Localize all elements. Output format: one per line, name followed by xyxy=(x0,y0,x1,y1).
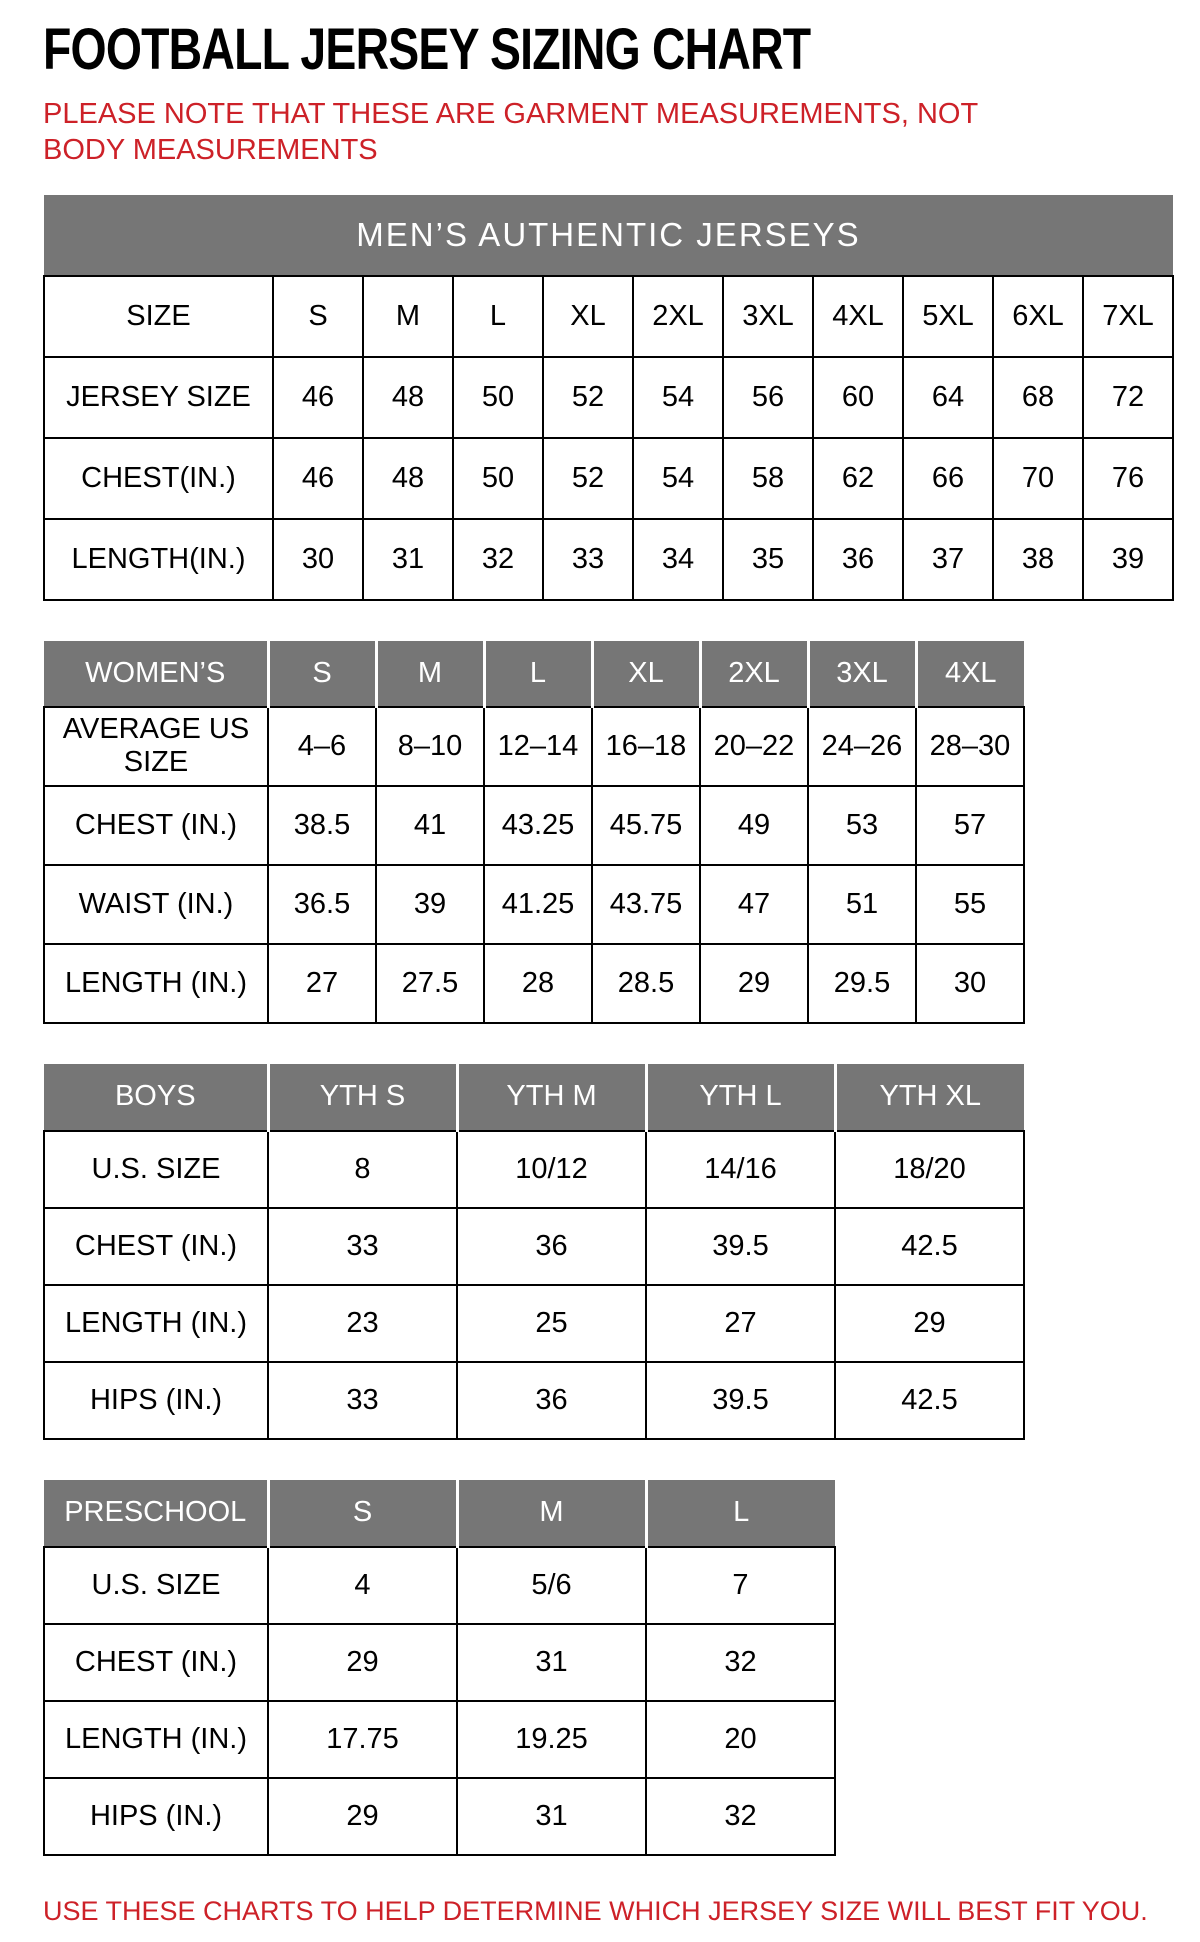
row-label: U.S. SIZE xyxy=(44,1547,268,1624)
value-cell: 47 xyxy=(700,865,808,944)
table-row xyxy=(44,1778,835,1855)
value-cell: 31 xyxy=(457,1778,646,1855)
value-cell: 36 xyxy=(457,1362,646,1439)
size-column-header: L xyxy=(646,1480,835,1547)
value-cell: 20 xyxy=(646,1701,835,1778)
value-cell: 10/12 xyxy=(457,1131,646,1208)
value-cell: L xyxy=(453,276,543,357)
row-label: CHEST(IN.) xyxy=(44,438,273,519)
value-cell: XL xyxy=(543,276,633,357)
value-cell: 2XL xyxy=(633,276,723,357)
table-title-cell: WOMEN’S xyxy=(44,641,268,707)
best-fit-footer-note: USE THESE CHARTS TO HELP DETERMINE WHICH JERSEY SIZE WILL BEST FIT YOU. xyxy=(43,1895,1148,1926)
row-label: CHEST (IN.) xyxy=(44,1624,268,1701)
value-cell: 25 xyxy=(457,1285,646,1362)
value-cell: 53 xyxy=(808,786,916,865)
row-label: AVERAGE US SIZE xyxy=(44,707,268,786)
value-cell: 46 xyxy=(273,438,363,519)
value-cell: 29 xyxy=(835,1285,1024,1362)
page-title: FOOTBALL JERSEY SIZING CHART xyxy=(43,17,811,82)
value-cell: 27 xyxy=(646,1285,835,1362)
table-row xyxy=(44,707,1024,786)
value-cell: 49 xyxy=(700,786,808,865)
value-cell: 7XL xyxy=(1083,276,1173,357)
row-label: CHEST (IN.) xyxy=(44,1208,268,1285)
value-cell: 4XL xyxy=(813,276,903,357)
table-title-cell: PRESCHOOL xyxy=(44,1480,268,1547)
value-cell: 50 xyxy=(453,357,543,438)
value-cell: 60 xyxy=(813,357,903,438)
table-row xyxy=(44,357,1173,438)
value-cell: 28–30 xyxy=(916,707,1024,786)
garment-measurement-note: PLEASE NOTE THAT THESE ARE GARMENT MEASUREMENTS, NOT BODY MEASUREMENTS xyxy=(43,98,978,167)
value-cell: 56 xyxy=(723,357,813,438)
value-cell: 72 xyxy=(1083,357,1173,438)
table-row xyxy=(44,1624,835,1701)
value-cell: 23 xyxy=(268,1285,457,1362)
value-cell: 28 xyxy=(484,944,592,1023)
value-cell: 36 xyxy=(813,519,903,600)
size-column-header: M xyxy=(457,1480,646,1547)
value-cell: 54 xyxy=(633,438,723,519)
value-cell: 5XL xyxy=(903,276,993,357)
value-cell: 42.5 xyxy=(835,1362,1024,1439)
value-cell: 66 xyxy=(903,438,993,519)
value-cell: 16–18 xyxy=(592,707,700,786)
boys-sizing-table xyxy=(43,1064,1025,1440)
value-cell: 39 xyxy=(376,865,484,944)
row-label: LENGTH(IN.) xyxy=(44,519,273,600)
table-row xyxy=(44,1131,1024,1208)
value-cell: 12–14 xyxy=(484,707,592,786)
value-cell: 20–22 xyxy=(700,707,808,786)
table-row xyxy=(44,519,1173,600)
value-cell: 37 xyxy=(903,519,993,600)
value-cell: 39.5 xyxy=(646,1208,835,1285)
row-label: LENGTH (IN.) xyxy=(44,1285,268,1362)
value-cell: 43.25 xyxy=(484,786,592,865)
row-label: SIZE xyxy=(44,276,273,357)
size-column-header: XL xyxy=(592,641,700,707)
value-cell: 18/20 xyxy=(835,1131,1024,1208)
table-row xyxy=(44,1208,1024,1285)
value-cell: S xyxy=(273,276,363,357)
table-header-row xyxy=(44,1480,835,1547)
value-cell: 28.5 xyxy=(592,944,700,1023)
value-cell: 5/6 xyxy=(457,1547,646,1624)
value-cell: 4 xyxy=(268,1547,457,1624)
size-column-header: L xyxy=(484,641,592,707)
value-cell: 32 xyxy=(646,1778,835,1855)
value-cell: 36.5 xyxy=(268,865,376,944)
value-cell: 38 xyxy=(993,519,1083,600)
table-row xyxy=(44,944,1024,1023)
table-row xyxy=(44,1285,1024,1362)
value-cell: 35 xyxy=(723,519,813,600)
size-column-header: 4XL xyxy=(916,641,1024,707)
title-wrap xyxy=(43,16,1180,90)
row-label: LENGTH (IN.) xyxy=(44,1701,268,1778)
row-label: LENGTH (IN.) xyxy=(44,944,268,1023)
size-column-header: S xyxy=(268,1480,457,1547)
value-cell: M xyxy=(363,276,453,357)
value-cell: 55 xyxy=(916,865,1024,944)
row-label: U.S. SIZE xyxy=(44,1131,268,1208)
value-cell: 39 xyxy=(1083,519,1173,600)
value-cell: 33 xyxy=(543,519,633,600)
table-row xyxy=(44,1362,1024,1439)
preschool-sizing-table xyxy=(43,1480,836,1856)
size-column-header: 2XL xyxy=(700,641,808,707)
value-cell: 3XL xyxy=(723,276,813,357)
value-cell: 29 xyxy=(700,944,808,1023)
size-column-header: YTH L xyxy=(646,1064,835,1131)
row-label: WAIST (IN.) xyxy=(44,865,268,944)
table-row xyxy=(44,1547,835,1624)
womens-sizing-table xyxy=(43,641,1025,1024)
value-cell: 31 xyxy=(457,1624,646,1701)
value-cell: 38.5 xyxy=(268,786,376,865)
value-cell: 32 xyxy=(646,1624,835,1701)
value-cell: 34 xyxy=(633,519,723,600)
value-cell: 29 xyxy=(268,1778,457,1855)
size-column-header: 3XL xyxy=(808,641,916,707)
table-header-row xyxy=(44,641,1024,707)
table-banner-row xyxy=(44,195,1173,276)
size-column-header: S xyxy=(268,641,376,707)
value-cell: 24–26 xyxy=(808,707,916,786)
value-cell: 41.25 xyxy=(484,865,592,944)
value-cell: 27 xyxy=(268,944,376,1023)
value-cell: 70 xyxy=(993,438,1083,519)
value-cell: 39.5 xyxy=(646,1362,835,1439)
value-cell: 4–6 xyxy=(268,707,376,786)
value-cell: 58 xyxy=(723,438,813,519)
value-cell: 19.25 xyxy=(457,1701,646,1778)
value-cell: 17.75 xyxy=(268,1701,457,1778)
table-header-row xyxy=(44,1064,1024,1131)
size-column-header: M xyxy=(376,641,484,707)
value-cell: 29 xyxy=(268,1624,457,1701)
value-cell: 54 xyxy=(633,357,723,438)
value-cell: 6XL xyxy=(993,276,1083,357)
value-cell: 33 xyxy=(268,1208,457,1285)
value-cell: 48 xyxy=(363,438,453,519)
row-label: JERSEY SIZE xyxy=(44,357,273,438)
value-cell: 76 xyxy=(1083,438,1173,519)
value-cell: 52 xyxy=(543,357,633,438)
value-cell: 51 xyxy=(808,865,916,944)
value-cell: 8 xyxy=(268,1131,457,1208)
value-cell: 30 xyxy=(273,519,363,600)
value-cell: 62 xyxy=(813,438,903,519)
value-cell: 33 xyxy=(268,1362,457,1439)
table-row xyxy=(44,276,1173,357)
value-cell: 64 xyxy=(903,357,993,438)
table-row xyxy=(44,1701,835,1778)
value-cell: 45.75 xyxy=(592,786,700,865)
value-cell: 31 xyxy=(363,519,453,600)
table-row xyxy=(44,438,1173,519)
table-title-cell: BOYS xyxy=(44,1064,268,1131)
value-cell: 29.5 xyxy=(808,944,916,1023)
value-cell: 32 xyxy=(453,519,543,600)
row-label: HIPS (IN.) xyxy=(44,1778,268,1855)
value-cell: 68 xyxy=(993,357,1083,438)
row-label: CHEST (IN.) xyxy=(44,786,268,865)
value-cell: 57 xyxy=(916,786,1024,865)
value-cell: 36 xyxy=(457,1208,646,1285)
value-cell: 41 xyxy=(376,786,484,865)
value-cell: 46 xyxy=(273,357,363,438)
size-column-header: YTH XL xyxy=(835,1064,1024,1131)
table-banner-title: MEN’S AUTHENTIC JERSEYS xyxy=(44,195,1173,276)
value-cell: 30 xyxy=(916,944,1024,1023)
table-row xyxy=(44,865,1024,944)
row-label: HIPS (IN.) xyxy=(44,1362,268,1439)
value-cell: 7 xyxy=(646,1547,835,1624)
size-column-header: YTH M xyxy=(457,1064,646,1131)
value-cell: 14/16 xyxy=(646,1131,835,1208)
size-column-header: YTH S xyxy=(268,1064,457,1131)
value-cell: 52 xyxy=(543,438,633,519)
value-cell: 27.5 xyxy=(376,944,484,1023)
table-row xyxy=(44,786,1024,865)
mens-authentic-jerseys-table xyxy=(43,195,1174,601)
value-cell: 50 xyxy=(453,438,543,519)
value-cell: 42.5 xyxy=(835,1208,1024,1285)
value-cell: 43.75 xyxy=(592,865,700,944)
value-cell: 48 xyxy=(363,357,453,438)
value-cell: 8–10 xyxy=(376,707,484,786)
